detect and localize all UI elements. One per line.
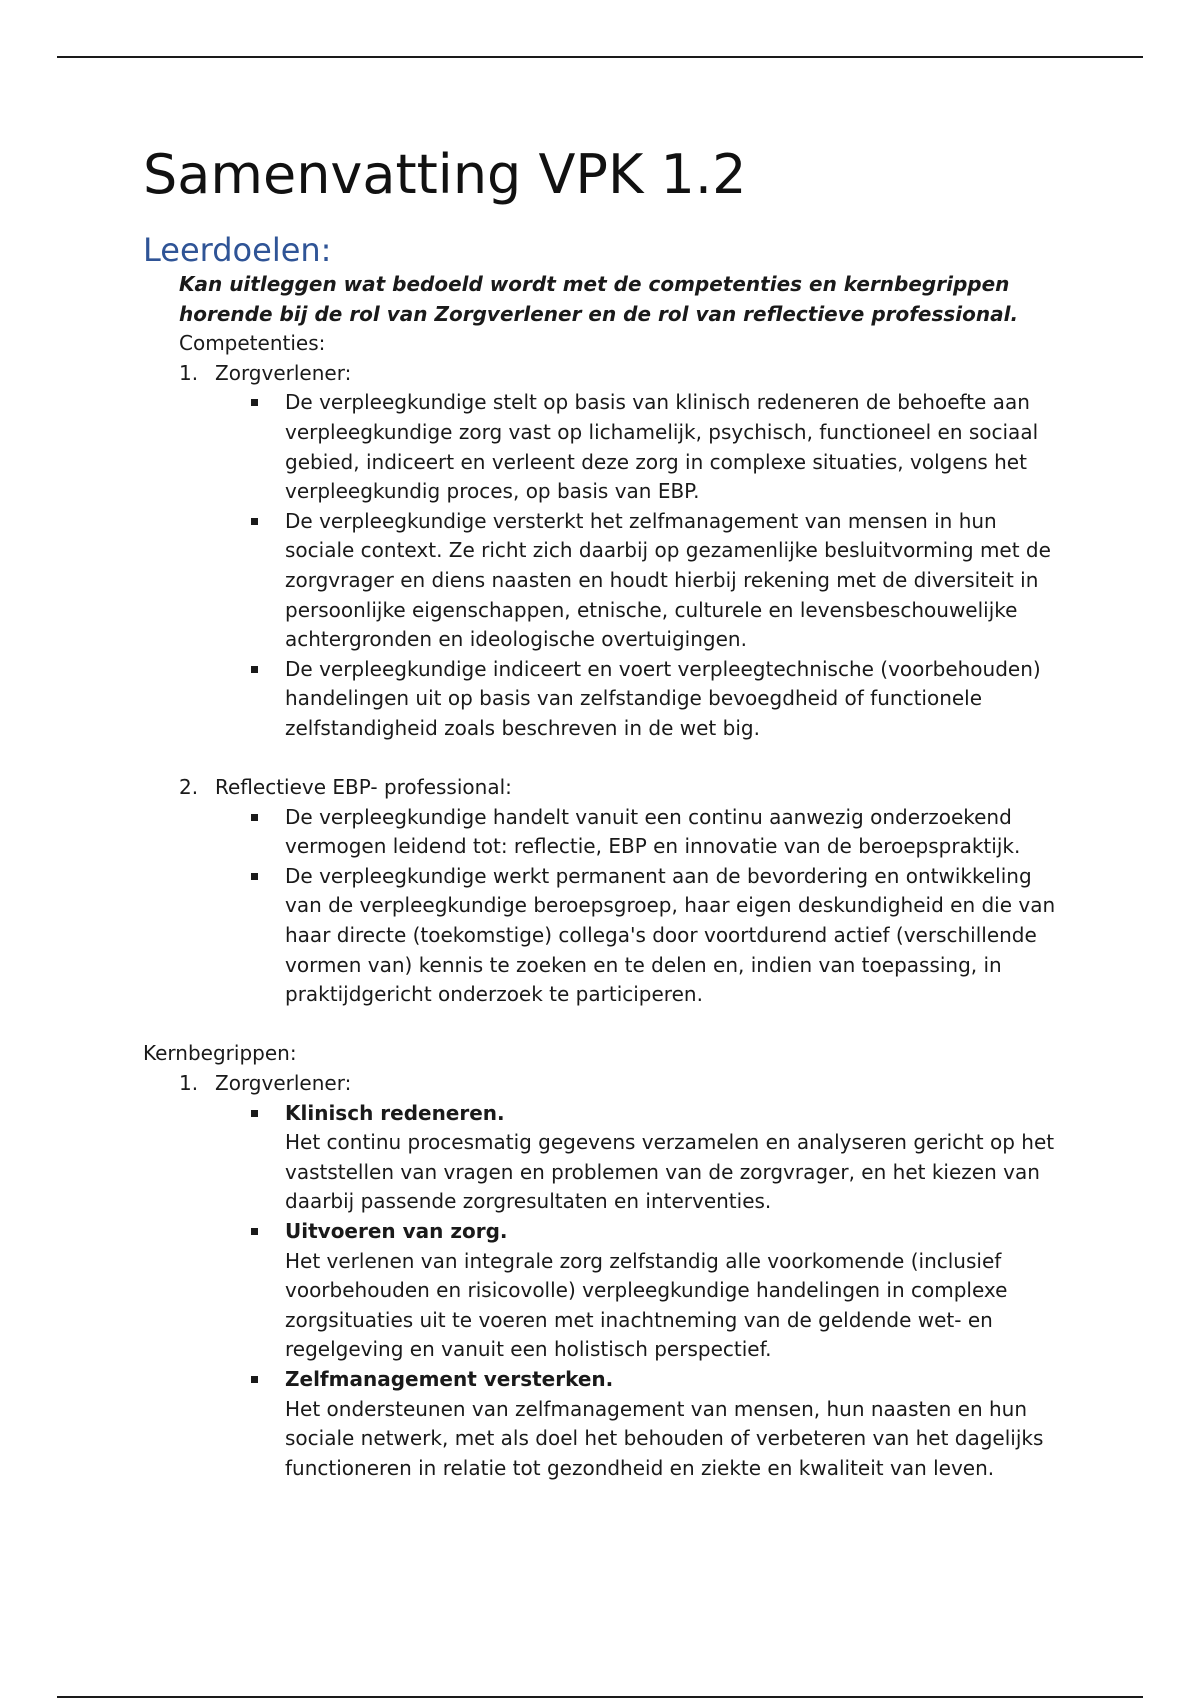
learning-goal: Kan uitleggen wat bedoeld wordt met de competenties en kernbegrippen horende bij de rol van Zorgverlener en de rol van reflectieve professional.	[179, 272, 1019, 326]
footer-rule	[57, 1696, 1143, 1698]
section-heading-leerdoelen: Leerdoelen:	[143, 231, 332, 269]
term-definition: Het ondersteunen van zelfmanagement van mensen, hun naasten en hun sociale netwerk, met als doel het behouden of verbeteren van het dagelijks functioneren in relatie tot gezondheid en ziekte en kwaliteit van leven.	[285, 1396, 1044, 1480]
list-item-title: Zorgverlener:	[215, 360, 352, 385]
list-item: De verpleegkundige werkt permanent aan de bevordering en ontwikkeling van de verpleegkundige beroepsgroep, haar eigen deskundigheid en die van haar directe (toekomstige) collega's door voortdurend actief (verschillende vormen van) kennis te zoeken en te delen en, indien van toepassing, in praktijdgericht onderzoek te participeren.	[251, 862, 1063, 1010]
page-title: Samenvatting VPK 1.2	[143, 143, 747, 206]
competenties-section-zorgverlener	[179, 359, 1063, 389]
kernbegrippen-label: Kernbegrippen:	[143, 1041, 297, 1066]
list-item: De verpleegkundige stelt op basis van klinisch redeneren de behoefte aan verpleegkundige zorg vast op lichamelijk, psychisch, functioneel en sociaal gebied, indiceert en verleent deze zorg in complexe situaties, volgens het verpleegkundig proces, op basis van EBP.	[251, 388, 1063, 506]
competenties-zorgverlener-bullets	[143, 388, 1063, 743]
competenties-label: Competenties:	[179, 331, 326, 356]
list-number: 2.	[179, 775, 199, 800]
term: Uitvoeren van zorg.	[285, 1219, 508, 1243]
kernbegrippen-section-zorgverlener	[179, 1069, 1063, 1099]
list-item: De verpleegkundige handelt vanuit een continu aanwezig onderzoekend vermogen leidend tot: reflectie, EBP en innovatie van de beroepspraktijk.	[251, 803, 1063, 862]
term-definition: Het verlenen van integrale zorg zelfstandig alle voorkomende (inclusief voorbehouden en risicovolle) verpleegkundige handelingen in complexe zorgsituaties uit te voeren met inachtneming van de geldende wet- en regelgeving en vanuit een holistisch perspectief.	[285, 1248, 1008, 1362]
list-item-title: Reflectieve EBP- professional:	[215, 775, 512, 800]
term: Klinisch redeneren.	[285, 1100, 505, 1125]
list-item	[251, 1099, 1063, 1217]
competenties-reflectieve-bullets	[143, 803, 1063, 1010]
document-body	[143, 140, 1063, 1483]
list-item-title: Zorgverlener:	[215, 1071, 352, 1096]
kernbegrippen-bullets	[143, 1099, 1063, 1484]
term-definition: Het continu procesmatig gegevens verzamelen en analyseren gericht op het vaststellen van vragen en problemen van de zorgvrager, en het kiezen van daarbij passende zorgresultaten en interventies.	[285, 1130, 1055, 1214]
list-number: 1.	[179, 360, 199, 385]
list-item: De verpleegkundige indiceert en voert verpleegtechnische (voorbehouden) handelingen uit op basis van zelfstandige bevoegdheid of functionele zelfstandigheid zoals beschreven in de wet big.	[251, 655, 1063, 744]
list-number: 1.	[179, 1071, 199, 1096]
term: Zelfmanagement versterken.	[285, 1366, 614, 1391]
competenties-section-reflectieve-professional	[179, 773, 1063, 803]
list-item	[251, 1217, 1063, 1365]
list-item	[251, 1365, 1063, 1483]
header-rule	[57, 56, 1143, 58]
list-item: De verpleegkundige versterkt het zelfmanagement van mensen in hun sociale context. Ze richt zich daarbij op gezamenlijke besluitvorming met de zorgvrager en diens naasten en houdt hierbij rekening met de diversiteit in persoonlijke eigenschappen, etnische, culturele en levensbeschouwelijke achtergronden en ideologische overtuigingen.	[251, 507, 1063, 655]
